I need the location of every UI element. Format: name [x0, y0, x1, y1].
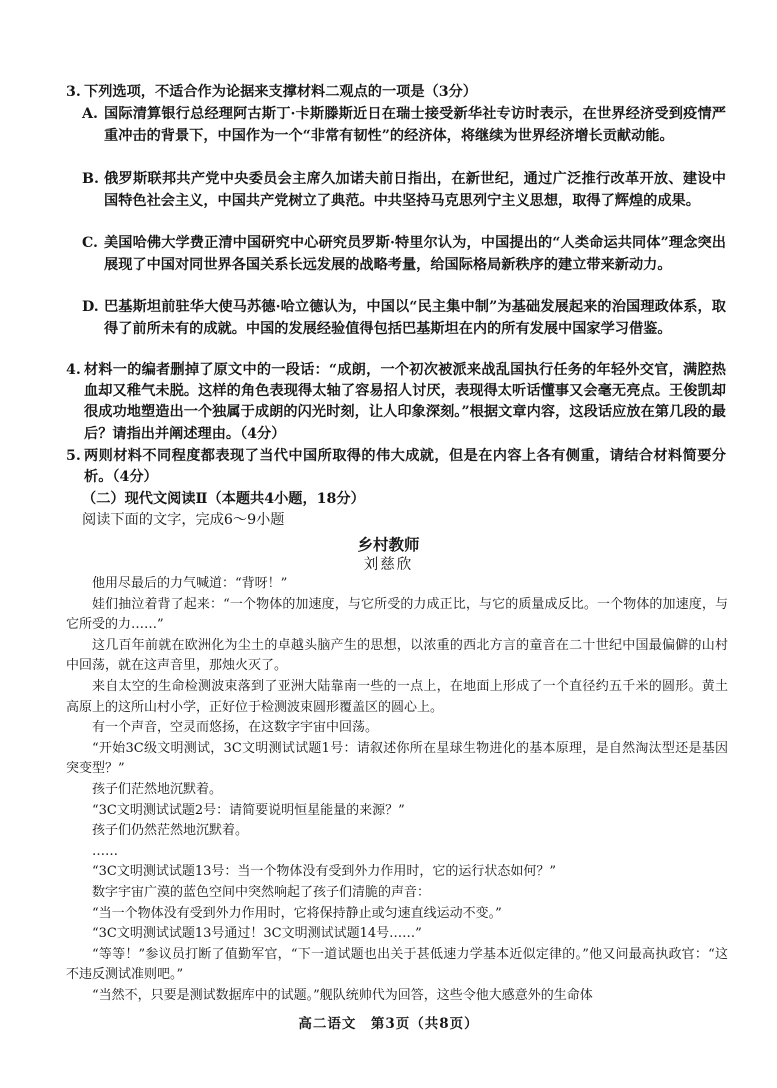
article-paragraph: “当然不，只要是测试数据库中的试题。”舰队统帅代为回答，这些令他大感意外的生命体	[92, 987, 593, 1003]
question-3-text: 下列选项，不适合作为论据来支撑材料二观点的一项是（3分）	[84, 84, 477, 100]
article-paragraph: 这几百年前就在欧洲化为尘土的卓越头脑产生的思想，以浓重的西北方言的童音在二十世纪中国最偏僻的山村中回荡，就在这声音里，那烛火灭了。	[66, 637, 728, 674]
article-body	[66, 574, 728, 1006]
article-title: 乡村教师	[357, 535, 420, 554]
question-5	[66, 446, 726, 488]
question-4-text: 材料一的编者删掉了原文中的一段话：“成朗，一个初次被派来战乱国执行任务的年轻外交官，满腔热血却又稚气未脱。这样的角色表现得太轴了容易招人讨厌，表现得太听话懂事又会毫无亮点。王俊凯却很成功地塑造出一个独属于成朗的闪光时刻，让人印象深刻。”根据文章内容，这段话应放在第几段的最后？请指出并阐述理由。（4分）	[84, 362, 726, 442]
article-paragraph: 数字宇宙广漠的蓝色空间中突然响起了孩子们清脆的声音：	[92, 884, 431, 900]
article-paragraph: ……	[92, 843, 118, 859]
question-3-option-d	[82, 297, 726, 340]
article-paragraph: 孩子们仍然茫然地沉默着。	[92, 823, 249, 839]
article-paragraph: 娃们抽泣着背了起来：“一个物体的加速度，与它所受的力成正比，与它的质量成反比。一个物体的加速度，与它所受的力……”	[66, 596, 728, 633]
question-3-number: 3.	[66, 84, 81, 100]
article-author: 刘慈欣	[363, 557, 414, 573]
article-paragraph: “开始3C级文明测试，3C文明测试试题1号：请叙述你所在星球生物进化的基本原理，是自然淘汰型还是基因突变型？”	[66, 740, 728, 777]
article-paragraph: “3C文明测试试题13号：当一个物体没有受到外力作用时，它的运行状态如何？”	[92, 864, 557, 880]
question-5-number: 5.	[66, 448, 81, 464]
article-paragraph: “等等！”参议员打断了值勤军官，“下一道试题也出关于甚低速力学基本近似定律的。”他又问最高执政官：“这不违反测试准则吧。”	[66, 946, 728, 983]
question-3	[66, 82, 726, 103]
option-text: 国际清算银行总经理阿古斯丁·卡斯滕斯近日在瑞士接受新华社专访时表示，在世界经济受到疫情严重冲击的背景下，中国作为一个“非常有韧性”的经济体，将继续为世界经济增长贡献动能。	[104, 106, 726, 144]
article-paragraph: 有一个声音，空灵而悠扬，在这数字宇宙中回荡。	[92, 720, 379, 736]
option-text: 巴基斯坦前驻华大使马苏德·哈立德认为，中国以“民主集中制”为基础发展起来的治国理政体系，取得了前所未有的成就。中国的发展经验值得包括巴基斯坦在内的所有发展中国家学习借鉴。	[104, 299, 726, 337]
question-4-number: 4.	[66, 362, 81, 378]
option-text: 美国哈佛大学费正清中国研究中心研究员罗斯·特里尔认为，中国提出的“人类命运共同体”理念突出展现了中国对同世界各国关系长远发展的战略考量，给国际格局新秩序的建立带来新动力。	[104, 235, 726, 273]
question-3-option-b	[82, 169, 726, 212]
question-3-option-a	[82, 104, 726, 147]
article-paragraph: “3C文明测试试题2号：请简要说明恒星能量的来源？”	[92, 802, 405, 818]
section-instruction: 阅读下面的文字，完成6～9小题	[82, 512, 285, 528]
option-letter: C.	[82, 235, 98, 251]
option-letter: B.	[82, 171, 99, 187]
article-paragraph: 他用尽最后的力气喊道：“背呀！”	[92, 576, 288, 591]
article-paragraph: 来自太空的生命检测波束落到了亚洲大陆靠南一些的一点上，在地面上形成了一个直径约五千米的圆形。黄土高原上的这所山村小学，正好位于检测波束圆形覆盖区的圆心上。	[66, 678, 728, 715]
option-letter: D.	[82, 299, 99, 315]
article-paragraph: “3C文明测试试题13号通过！3C文明测试试题14号……”	[92, 926, 422, 942]
option-text: 俄罗斯联邦共产党中央委员会主席久加诺夫前日指出，在新世纪，通过广泛推行改革开放、建设中国特色社会主义，中国共产党树立了典范。中共坚持马克思列宁主义思想，取得了辉煌的成果。	[104, 171, 726, 209]
option-letter: A.	[82, 106, 98, 122]
article-paragraph: “当一个物体没有受到外力作用时，它将保持静止或匀速直线运动不变。”	[92, 905, 502, 921]
question-5-text: 两则材料不同程度都表现了当代中国所取得的伟大成就，但是在内容上各有侧重，请结合材料简要分析。（4分）	[84, 448, 726, 486]
article-paragraph: 孩子们茫然地沉默着。	[92, 781, 223, 797]
question-3-option-c	[82, 233, 726, 276]
page-footer: 高二语文 第3页（共8页）	[298, 1016, 479, 1032]
section-heading: （二）现代文阅读Ⅱ（本题共4小题，18分）	[82, 491, 365, 507]
question-4	[66, 360, 726, 445]
